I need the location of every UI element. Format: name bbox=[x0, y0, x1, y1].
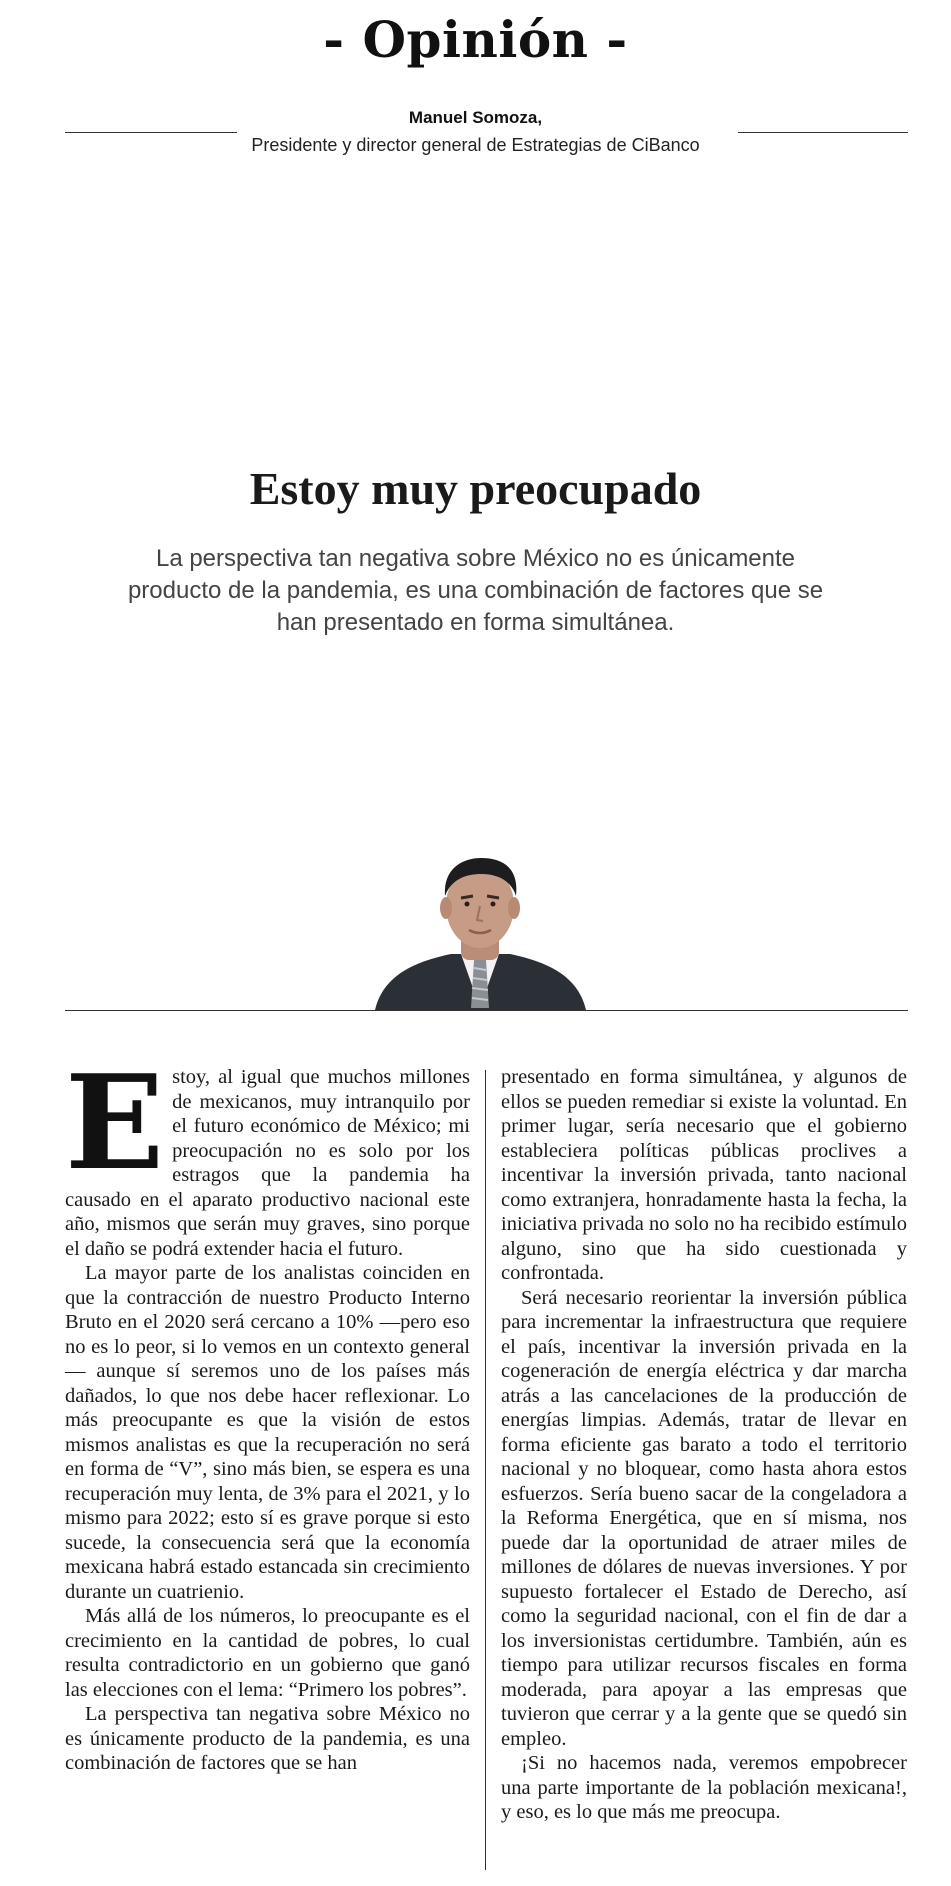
paragraph: Será necesario reorientar la inversión pública para incrementar la infraestructura que requiere el país, incentivar la inversión privada en la cogeneración de energía eléctrica y dar marcha atrás a las cancelaciones de la producción de energías limpias. Además, tratar de llevar en forma eficiente gas barato a todo el territorio nacional y no bloquear, como hasta ahora estos esfuerzos. Sería bueno sacar de la congeladora a la Reforma Energética, que en sí misma, nos puede dar la oportunidad de atraer miles de millones de dólares de nuevas inversiones. Y por supuesto fortalecer el Estado de Derecho, así como la seguridad nacional, con el fin de dar a los inversionistas certidumbre. También, aún es tiempo para utilizar recursos fiscales en forma moderada, para apoyar a las empresas que tuvieron que cerrar y a la gente que se quedó sin empleo. bbox=[501, 1286, 907, 1750]
author-portrait-icon bbox=[373, 858, 588, 1010]
column-divider bbox=[485, 1070, 486, 1870]
paragraph: presentado en forma simultánea, y algunos de ellos se pueden remediar si existe la voluntad. En primer lugar, sería necesario que el gobierno estableciera políticas públicas proclives a incentivar la inversión privada, tanto nacional como extranjera, honradamente hasta la fecha, la iniciativa privada no solo no ha recibido estímulo alguno, sino que ha sido cuestionada y confrontada. bbox=[501, 1066, 907, 1284]
header-rule-left bbox=[65, 132, 237, 133]
article-column-left bbox=[65, 1046, 470, 1776]
author-name: Manuel Somoza, bbox=[408, 108, 543, 127]
article-column-right bbox=[501, 1065, 907, 1825]
dropcap: E bbox=[65, 1046, 165, 1199]
paragraph: Más allá de los números, lo preocupante es el crecimiento en la cantidad de pobres, lo cual resulta contradictorio en un gobierno que ganó las elecciones con el lema: “Primero los pobres”. bbox=[65, 1605, 470, 1701]
article-headline: Estoy muy preocupado bbox=[249, 463, 702, 514]
article-dek: La perspectiva tan negativa sobre México no es únicamente producto de la pandemia, es una combinación de factores que se han presentado en forma simultánea. bbox=[127, 545, 824, 636]
photo-baseline-rule bbox=[65, 1010, 908, 1011]
paragraph: La mayor parte de los analistas coinciden en que la contracción de nuestro Producto Interno Bruto en el 2020 será cercano a 10% —pero eso no es lo peor, si lo vemos en un contexto general— aunque sí seremos uno de los países más dañados, lo que nos debe hacer reflexionar. Lo más preocupante es que la visión de estos mismos analistas es que la recuperación no será en forma de “V”, sino más bien, se espera es una recuperación muy lenta, de 3% para el 2021, y lo mismo para 2022; esto sí es grave porque si esto sucede, la consecuencia será que la economía mexicana habrá estado estancada sin crecimiento durante un cuatrienio. bbox=[65, 1262, 470, 1603]
paragraph: La perspectiva tan negativa sobre México no es únicamente producto de la pandemia, es una combinación de factores que se han bbox=[65, 1703, 470, 1774]
section-title: - Opinión - bbox=[323, 10, 628, 69]
paragraph: ¡Si no hacemos nada, veremos empobrecer una parte importante de la población mexicana!, y eso, es lo que más me preocupa. bbox=[501, 1752, 907, 1823]
author-role: Presidente y director general de Estrategias de CiBanco bbox=[251, 135, 700, 155]
header-rule-right bbox=[738, 132, 908, 133]
paragraph: stoy, al igual que muchos millones de mexicanos, muy intranquilo por el futuro económico de México; mi preocupación no es solo por los estragos que la pandemia ha causado en el aparato productivo nacional este año, mismos que serán muy graves, sino porque el daño se podrá extender hacia el futuro. bbox=[65, 1066, 470, 1260]
